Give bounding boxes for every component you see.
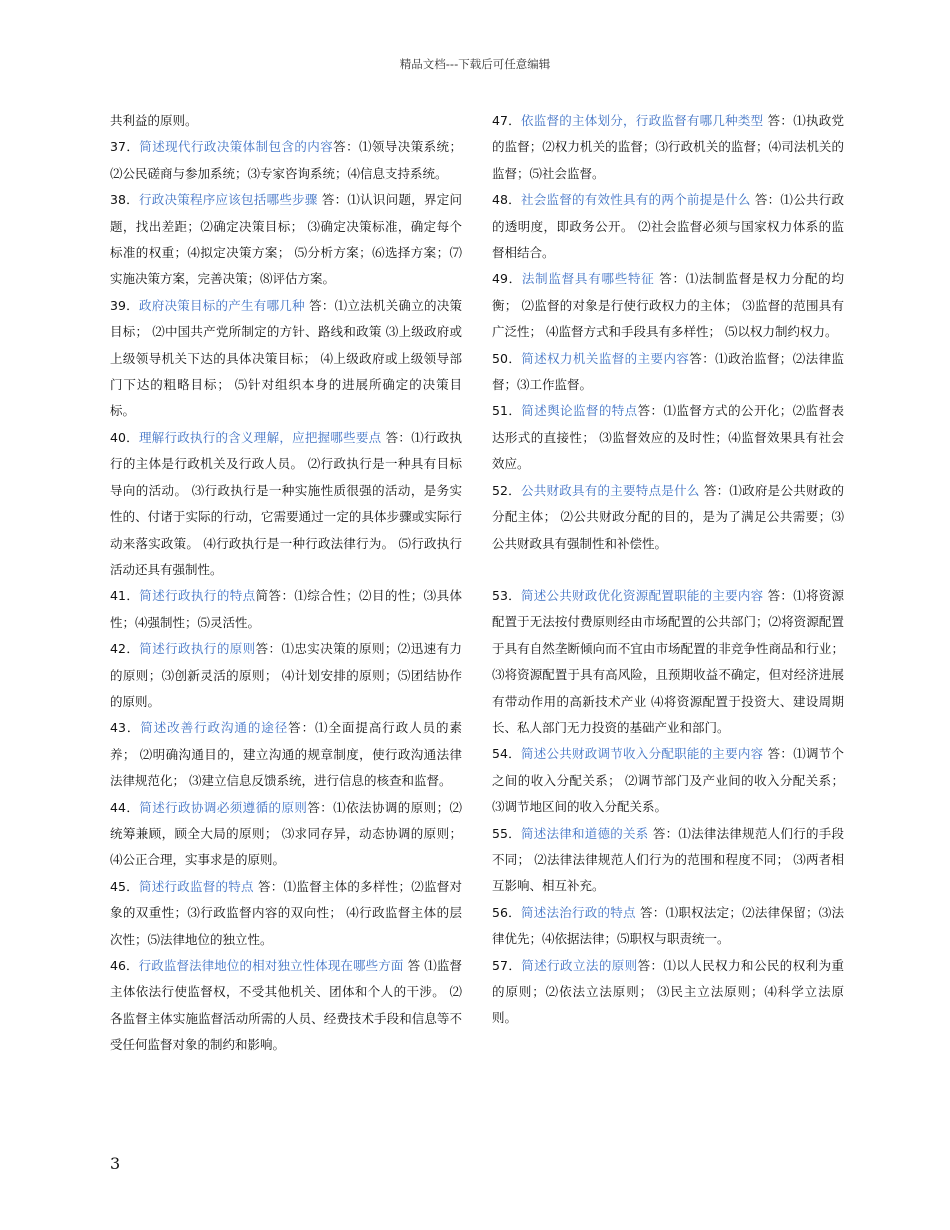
question-item: 37．简述现代行政决策体制包含的内容答：⑴领导决策系统；⑵公民磋商与参加系统；⑶专家咨询系统；⑷信息支持系统。 — [110, 139, 462, 181]
question-item: 55．简述法律和道德的关系 答：⑴法律法律规范人们行的手段不同； ⑵法律法律规范人们行为的范围和程度不同； ⑶两者相互影响、相互补充。 — [492, 825, 844, 894]
question-item: 43．简述改善行政沟通的途径答：⑴全面提高行政人员的素养； ⑵明确沟通目的，建立沟通的规章制度，使行政沟通法律法律规范化； ⑶建立信息反馈系统，进行信息的核查和监督。 — [110, 720, 462, 789]
question-item: 57．简述行政立法的原则答：⑴以人民权力和公民的权利为重的原则；⑵依法立法原则； ⑶民主立法原则；⑷科学立法原则。 — [492, 957, 844, 1026]
question-item: 42．简述行政执行的原则答：⑴忠实决策的原则；⑵迅速有力的原则；⑶创新灵活的原则； ⑷计划安排的原则；⑸团结协作的原则。 — [110, 641, 462, 709]
question-item: 56．简述法治行政的特点 答：⑴职权法定；⑵法律保留；⑶法律优先；⑷依据法律；⑸职权与职责统一。 — [492, 904, 844, 947]
spacer — [492, 557, 844, 583]
question-item: 48．社会监督的有效性具有的两个前提是什么 答：⑴公共行政的透明度，即政务公开。 ⑵社会监督必须与国家权力体系的监督相结合。 — [492, 192, 844, 261]
question-item: 52．公共财政具有的主要特点是什么 答：⑴政府是公共财政的分配主体； ⑵公共财政分配的目的，是为了满足公共需要；⑶公共财政具有强制性和补偿性。 — [492, 482, 844, 551]
question-item: 45．简述行政监督的特点 答：⑴监督主体的多样性；⑵监督对象的双重性；⑶行政监督内容的双向性； ⑷行政监督主体的层次性；⑸法律地位的独立性。 — [110, 878, 462, 947]
question-item: 51．简述舆论监督的特点答：⑴监督方式的公开化；⑵监督表达形式的直接性； ⑶监督效应的及时性；⑷监督效果具有社会效应。 — [492, 403, 844, 472]
question-item: 53．简述公共财政优化资源配置职能的主要内容 答：⑴将资源配置于无法按付费原则经由市场配置的公共部门；⑵将资源配置于具有自然垄断倾向而不宜由市场配置的非竞争性商品和行业； ⑶将资源配置于具有高风险，且预期收益不确定，但对经济进展有带动作用的高新技术产业 ⑷将资源配置于投资大、建设周期长、私人部门无力投资的基础产业和部门。 — [492, 587, 844, 735]
question-item: 共利益的原则。 — [110, 113, 198, 128]
question-item: 41．简述行政执行的特点简答：⑴综合性；⑵目的性；⑶具体性；⑷强制性；⑸灵活性。 — [110, 588, 462, 630]
question-item: 47．依监督的主体划分，行政监督有哪几种类型 答：⑴执政党的监督；⑵权力机关的监督；⑶行政机关的监督；⑷司法机关的监督；⑸社会监督。 — [492, 113, 844, 181]
question-item: 50．简述权力机关监督的主要内容答：⑴政治监督；⑵法律监督；⑶工作监督。 — [492, 350, 844, 393]
left-column — [110, 108, 462, 1059]
question-item: 38．行政决策程序应该包括哪些步骤 答：⑴认识问题，界定问题，找出差距；⑵确定决策目标； ⑶确定决策标准，确定每个标准的权重；⑷拟定决策方案； ⑸分析方案；⑹选择方案；⑺实施决策方案，完善决策；⑻评估方案。 — [110, 192, 462, 287]
question-item: 54．简述公共财政调节收入分配职能的主要内容 答：⑴调节个之间的收入分配关系； ⑵调节部门及产业间的收入分配关系； ⑶调节地区间的收入分配关系。 — [492, 746, 844, 815]
page-number: 3 — [110, 1154, 121, 1173]
question-item: 39．政府决策目标的产生有哪几种 答：⑴立法机关确立的决策目标； ⑵中国共产党所制定的方针、路线和政策 ⑶上级政府或上级领导机关下达的具体决策目标； ⑷上级政府或上级领导部门下达的粗略目标； ⑸针对组织本身的进展所确定的决策目标。 — [110, 297, 462, 419]
question-item: 40．理解行政执行的含义理解，应把握哪些要点 答：⑴行政执行的主体是行政机关及行政人员。 ⑵行政执行是一种具有目标导向的活动。 ⑶行政执行是一种实施性质很强的活动，是务实性的、付诸于实际的行动，它需要通过一定的具体步骤或实际行动来落实政策。 ⑷行政执行是一种行政法律行为。 ⑸行政执行活动还具有强制性。 — [110, 429, 462, 577]
right-column — [492, 108, 844, 1032]
question-item: 49．法制监督具有哪些特征 答：⑴法制监督是权力分配的均衡； ⑵监督的对象是行使行政权力的主体； ⑶监督的范围具有广泛性； ⑷监督方式和手段具有多样性； ⑸以权力制约权力。 — [492, 271, 844, 340]
question-item: 44．简述行政协调必须遵循的原则答：⑴依法协调的原则；⑵统筹兼顾，顾全大局的原则； ⑶求同存异，动态协调的原则；⑷公正合理，实事求是的原则。 — [110, 799, 462, 868]
question-item: 46．行政监督法律地位的相对独立性体现在哪些方面 答 ⑴监督主体依法行使监督权，不受其他机关、团体和个人的干涉。 ⑵各监督主体实施监督活动所需的人员、经费技术手段和信息等不受任何监督对象的制约和影响。 — [110, 958, 463, 1053]
page-header: 精品文档---下载后可任意编辑 — [399, 57, 551, 71]
